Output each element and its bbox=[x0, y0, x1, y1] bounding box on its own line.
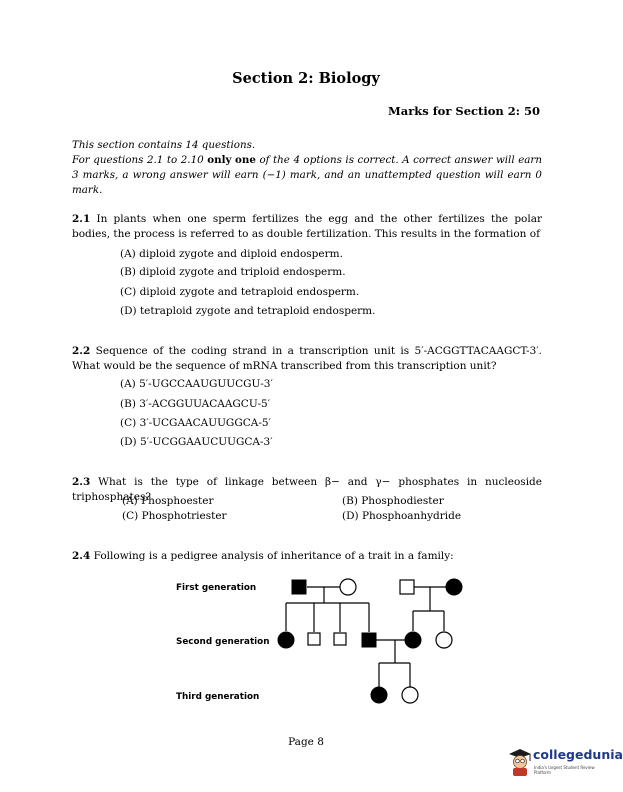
option-2-2-b[interactable]: (B) 3′-ACGGUUACAAGCU-5′ bbox=[120, 398, 271, 410]
logo-tagline: India's largest Student Review Platform bbox=[534, 765, 595, 775]
option-2-3-d[interactable]: (D) Phosphoanhydride bbox=[342, 510, 462, 522]
option-2-2-a[interactable]: (A) 5′-UGCCAAUGUUCGU-3′ bbox=[120, 378, 273, 390]
pedigree-unaffected-female bbox=[436, 632, 452, 648]
pedigree-label-first-generation: First generation bbox=[176, 583, 257, 593]
option-2-3-a[interactable]: (A) Phosphoester bbox=[122, 495, 214, 507]
pedigree-affected-female bbox=[371, 687, 387, 703]
pedigree-unaffected-female bbox=[402, 687, 418, 703]
collegedunia-logo[interactable] bbox=[506, 743, 623, 779]
pedigree-affected-female bbox=[446, 579, 462, 595]
question-number: 2.4 bbox=[72, 550, 91, 562]
logo-wordmark: collegedunia bbox=[533, 747, 623, 762]
option-2-1-d[interactable]: (D) tetraploid zygote and tetraploid endosperm. bbox=[120, 305, 376, 317]
option-2-1-a[interactable]: (A) diploid zygote and diploid endosperm. bbox=[120, 248, 343, 260]
question-number: 2.1 bbox=[72, 213, 91, 225]
option-2-3-c[interactable]: (C) Phosphotriester bbox=[122, 510, 227, 522]
option-2-1-b[interactable]: (B) diploid zygote and triploid endosperm. bbox=[120, 266, 346, 278]
option-2-1-c[interactable]: (C) diploid zygote and tetraploid endosperm. bbox=[120, 286, 360, 298]
section-marks: Marks for Section 2: 50 bbox=[388, 104, 540, 118]
question-text: In plants when one sperm fertilizes the egg and the other fertilizes the polar bodies, the process is referred to as double fertilization. This results in the formation of bbox=[72, 213, 542, 240]
question-number: 2.2 bbox=[72, 345, 91, 357]
instructions-line-2: For questions 2.1 to 2.10 only one of the 4 options is correct. A correct answer will earn 3 marks, a wrong answer will earn (−1) mark, and an unattempted question will earn 0 mark. bbox=[72, 154, 542, 196]
pedigree-affected-male bbox=[362, 633, 376, 647]
pedigree-affected-male bbox=[292, 580, 306, 594]
pedigree-unaffected-male bbox=[400, 580, 414, 594]
option-2-3-b[interactable]: (B) Phosphodiester bbox=[342, 495, 444, 507]
section-title: Section 2: Biology bbox=[232, 70, 380, 87]
option-2-2-c[interactable]: (C) 3′-UCGAACAUUGGCA-5′ bbox=[120, 417, 271, 429]
pedigree-unaffected-male bbox=[308, 633, 320, 645]
pedigree-unaffected-female bbox=[340, 579, 356, 595]
pedigree-label-second-generation: Second generation bbox=[176, 637, 270, 647]
graduate-mascot-icon bbox=[506, 745, 534, 777]
pedigree-label-third-generation: Third generation bbox=[176, 692, 260, 702]
option-2-2-d[interactable]: (D) 5′-UCGGAAUCUUGCA-3′ bbox=[120, 436, 273, 448]
instructions-line-1: This section contains 14 questions. bbox=[72, 139, 256, 151]
question-text: Following is a pedigree analysis of inheritance of a trait in a family: bbox=[93, 550, 454, 562]
question-number: 2.3 bbox=[72, 476, 91, 488]
page-number: Page 8 bbox=[288, 736, 324, 748]
question-text: Sequence of the coding strand in a transcription unit is 5′-ACGGTTACAAGCT-3′. What would be the sequence of mRNA transcribed from this transcription unit? bbox=[72, 345, 542, 372]
pedigree-affected-female bbox=[278, 632, 294, 648]
question-text: What is the type of linkage between β− and γ− phosphates in nucleoside triphosphates? bbox=[72, 476, 542, 503]
pedigree-unaffected-male bbox=[334, 633, 346, 645]
pedigree-affected-female bbox=[405, 632, 421, 648]
